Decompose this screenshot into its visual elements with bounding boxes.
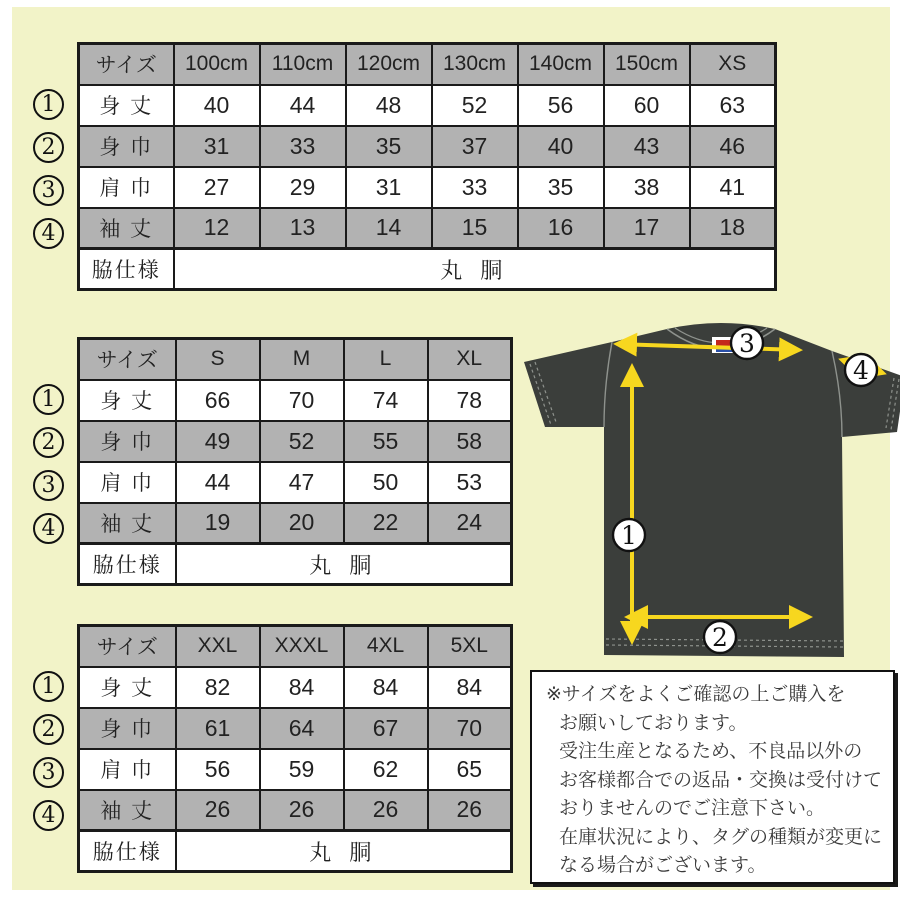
size-column-header: S (176, 339, 260, 380)
size-value: 22 (344, 503, 428, 544)
size-value: 48 (346, 85, 432, 126)
notice-line: お願いしております。 (559, 712, 748, 734)
side-spec-label: 脇仕様 (79, 544, 176, 585)
row-marker-circle: 3 (33, 757, 64, 788)
size-value: 65 (428, 749, 512, 790)
side-spec-label: 脇仕様 (79, 831, 176, 872)
measure-row-label: 身 巾 (79, 708, 176, 749)
badge-body-width (704, 621, 736, 653)
side-spec-value: 丸 胴 (174, 249, 776, 290)
row-marker-circle: 1 (33, 89, 64, 120)
size-value: 18 (690, 208, 776, 249)
notice-line: ※サイズをよくご確認の上ご購入を (546, 684, 846, 705)
size-table (77, 624, 513, 873)
size-column-header: L (344, 339, 428, 380)
size-value: 58 (428, 421, 512, 462)
size-table-xxl-5xl (41, 624, 513, 873)
size-value: 20 (260, 503, 344, 544)
size-value: 84 (344, 667, 428, 708)
size-value: 27 (174, 167, 260, 208)
measure-row-label: 身 丈 (79, 667, 176, 708)
measure-row-label: 肩 巾 (79, 749, 176, 790)
row-marker-circle: 2 (33, 132, 64, 163)
measure-row-label: 身 丈 (79, 85, 174, 126)
measure-row-label: 袖 丈 (79, 790, 176, 831)
size-value: 26 (344, 790, 428, 831)
size-table (77, 337, 513, 586)
size-value: 52 (260, 421, 344, 462)
size-value: 74 (344, 380, 428, 421)
purchase-notice (530, 670, 895, 884)
size-column-header: 5XL (428, 626, 512, 667)
size-value: 84 (260, 667, 344, 708)
size-value: 43 (604, 126, 690, 167)
size-value: 70 (260, 380, 344, 421)
size-value: 47 (260, 462, 344, 503)
svg-text:4: 4 (853, 356, 869, 385)
size-column-header: 4XL (344, 626, 428, 667)
size-value: 19 (176, 503, 260, 544)
size-value: 17 (604, 208, 690, 249)
row-marker-circle: 4 (33, 800, 64, 831)
size-column-header: XXXL (260, 626, 344, 667)
svg-text:1: 1 (621, 521, 637, 550)
svg-text:2: 2 (712, 623, 728, 652)
size-value: 40 (518, 126, 604, 167)
size-value: 14 (346, 208, 432, 249)
row-marker-circle: 2 (33, 427, 64, 458)
size-table (77, 42, 777, 291)
side-spec-value: 丸 胴 (176, 544, 512, 585)
measure-row-label: 身 丈 (79, 380, 176, 421)
chart-background (12, 7, 890, 890)
notice-line: お客様都合での返品・交換は受付けて (559, 769, 883, 791)
measure-row-label: 身 巾 (79, 421, 176, 462)
size-value: 35 (346, 126, 432, 167)
size-column-header: 110cm (260, 44, 346, 85)
size-value: 61 (176, 708, 260, 749)
tshirt-body (524, 323, 900, 657)
size-column-title: サイズ (79, 626, 176, 667)
size-value: 41 (690, 167, 776, 208)
size-value: 15 (432, 208, 518, 249)
side-spec-label: 脇仕様 (79, 249, 174, 290)
size-column-header: XXL (176, 626, 260, 667)
size-value: 59 (260, 749, 344, 790)
measure-row-label: 身 巾 (79, 126, 174, 167)
notice-line: なる場合がございます。 (559, 855, 767, 876)
size-value: 66 (176, 380, 260, 421)
row-marker-circle: 3 (33, 175, 64, 206)
measure-row-label: 肩 巾 (79, 462, 176, 503)
size-value: 38 (604, 167, 690, 208)
measure-row-label: 肩 巾 (79, 167, 174, 208)
size-value: 44 (260, 85, 346, 126)
row-marker-circle: 1 (33, 671, 64, 702)
size-value: 26 (176, 790, 260, 831)
size-value: 29 (260, 167, 346, 208)
size-value: 40 (174, 85, 260, 126)
size-value: 33 (260, 126, 346, 167)
size-value: 46 (690, 126, 776, 167)
badge-body-length (613, 519, 645, 551)
size-column-header: XS (690, 44, 776, 85)
size-column-header: 100cm (174, 44, 260, 85)
size-column-title: サイズ (79, 44, 174, 85)
size-table-kids (41, 42, 777, 291)
size-table-s-xl (41, 337, 513, 586)
size-value: 16 (518, 208, 604, 249)
size-value: 26 (260, 790, 344, 831)
size-column-header: 150cm (604, 44, 690, 85)
size-value: 63 (690, 85, 776, 126)
size-value: 82 (176, 667, 260, 708)
size-value: 56 (518, 85, 604, 126)
tshirt-measure-diagram (517, 315, 900, 667)
notice-line: おりませんのでご注意下さい。 (559, 798, 826, 819)
size-value: 49 (176, 421, 260, 462)
size-value: 31 (346, 167, 432, 208)
row-marker-circle: 4 (33, 513, 64, 544)
size-column-header: 120cm (346, 44, 432, 85)
size-value: 44 (176, 462, 260, 503)
size-value: 70 (428, 708, 512, 749)
size-value: 35 (518, 167, 604, 208)
row-marker-circle: 1 (33, 384, 64, 415)
size-value: 24 (428, 503, 512, 544)
svg-text:3: 3 (739, 329, 755, 358)
size-column-header: 140cm (518, 44, 604, 85)
size-value: 55 (344, 421, 428, 462)
size-value: 84 (428, 667, 512, 708)
row-marker-circle: 2 (33, 714, 64, 745)
row-marker-circle: 4 (33, 218, 64, 249)
size-value: 37 (432, 126, 518, 167)
badge-shoulder-width (731, 327, 763, 359)
size-value: 53 (428, 462, 512, 503)
notice-line: 在庫状況により、タグの種類が変更に (559, 826, 883, 848)
notice-line: 受注生産となるため、不良品以外の (559, 741, 863, 762)
size-column-header: XL (428, 339, 512, 380)
size-value: 26 (428, 790, 512, 831)
size-value: 52 (432, 85, 518, 126)
side-spec-value: 丸 胴 (176, 831, 512, 872)
measure-row-label: 袖 丈 (79, 208, 174, 249)
size-value: 78 (428, 380, 512, 421)
row-marker-circle: 3 (33, 470, 64, 501)
size-value: 60 (604, 85, 690, 126)
size-value: 13 (260, 208, 346, 249)
size-value: 56 (176, 749, 260, 790)
size-value: 64 (260, 708, 344, 749)
size-value: 33 (432, 167, 518, 208)
size-column-title: サイズ (79, 339, 176, 380)
size-value: 31 (174, 126, 260, 167)
size-column-header: 130cm (432, 44, 518, 85)
measure-row-label: 袖 丈 (79, 503, 176, 544)
size-value: 67 (344, 708, 428, 749)
badge-sleeve-length (845, 354, 877, 386)
size-value: 12 (174, 208, 260, 249)
size-column-header: M (260, 339, 344, 380)
size-value: 62 (344, 749, 428, 790)
size-value: 50 (344, 462, 428, 503)
